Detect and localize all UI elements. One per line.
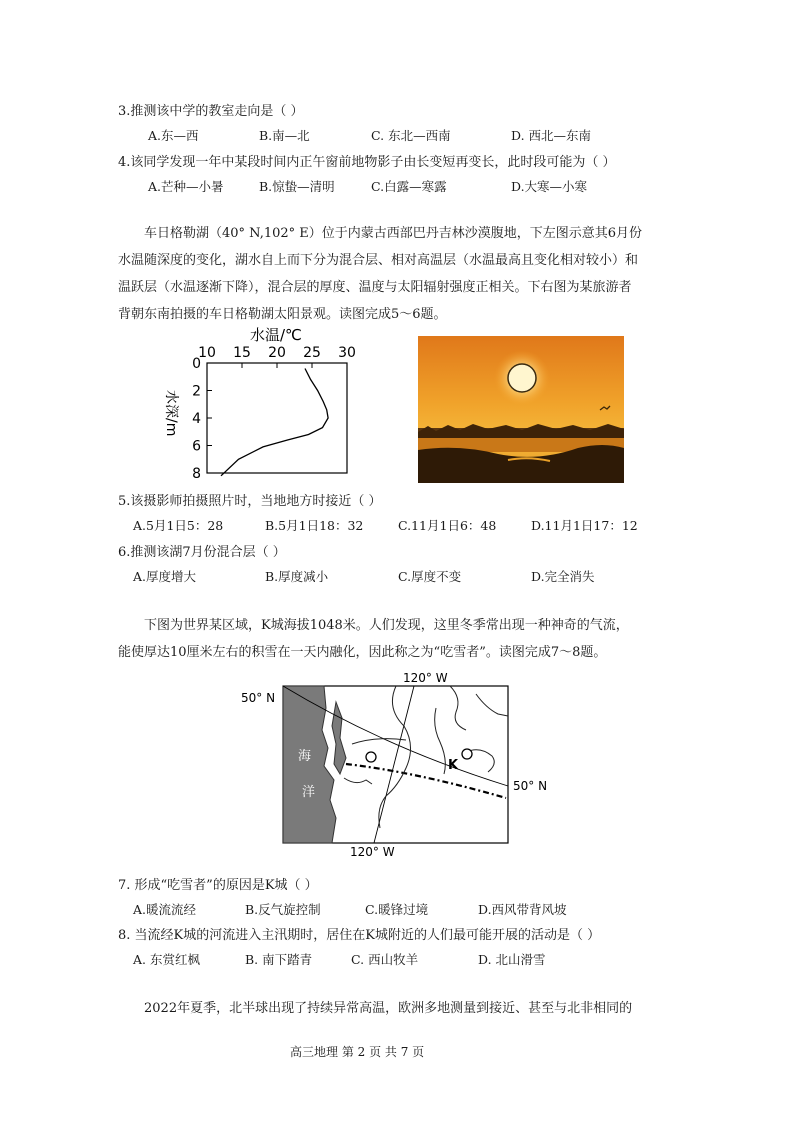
q7-option-a: A.暖流流经 [133, 902, 197, 917]
ocean-label-bottom: 洋 [302, 785, 316, 800]
city-k-label: K [448, 758, 459, 773]
passage-line: 下图为世界某区域，K城海拔1048米。人们发现，这里冬季常出现一种神奇的气流， [144, 618, 629, 633]
city-marker [366, 752, 376, 762]
city-k-marker [462, 749, 472, 759]
q3-option-d: D. 西北—东南 [511, 128, 592, 143]
q5-option-c: C.11月1日6：48 [398, 518, 497, 533]
chart-title: 水温/℃ [250, 326, 302, 344]
passage-line: 车日格勒湖（40° N,102° E）位于内蒙古西部巴丹吉林沙漠腹地，下左图示意其6月份 [144, 226, 643, 241]
q5-option-a: A.5月1日5：28 [133, 518, 224, 533]
y-axis-label: 水深/m [163, 390, 179, 437]
heat-passage [118, 995, 678, 1022]
q3-option-b: B.南—北 [259, 128, 310, 143]
sun-icon [508, 364, 536, 392]
q4-option-a: A.芒种—小暑 [148, 179, 224, 194]
q7-option-c: C.暖锋过境 [365, 902, 429, 917]
question-4-stem: 4.该同学发现一年中某段时间内正午窗前地物影子由长变短再变长，此时段可能为（ ） [118, 155, 616, 170]
q7-option-d: D.西风带背风坡 [478, 902, 567, 917]
q6-option-c: C.厚度不变 [398, 569, 462, 584]
passage-line: 能使厚达10厘米左右的积雪在一天内融化，因此称之为“吃雪者”。读图完成7～8题。 [118, 645, 607, 660]
q4-option-d: D.大寒—小寒 [511, 179, 588, 194]
q8-option-a: A. 东赏红枫 [133, 952, 200, 967]
x-tick-label: 30 [338, 345, 356, 361]
snow-passage [118, 612, 678, 666]
temperature-depth-curve [221, 369, 328, 476]
x-tick-label: 15 [233, 345, 251, 361]
y-tick-label: 6 [192, 438, 201, 455]
y-tick-label: 2 [192, 383, 201, 400]
q4-option-c: C.白露—寒露 [371, 179, 447, 194]
water-temperature-chart [155, 320, 365, 485]
right-latitude-label: 50° N [513, 779, 548, 793]
page-footer: 高三地理 第 2 页 共 7 页 [290, 1045, 425, 1059]
x-tick-label: 20 [268, 345, 286, 361]
y-tick-label: 8 [192, 466, 201, 482]
lake-passage [118, 220, 678, 328]
q6-option-d: D.完全消失 [531, 569, 595, 584]
question-3-stem: 3.推测该中学的教室走向是（ ） [118, 104, 304, 119]
q3-option-c: C. 东北—西南 [371, 128, 451, 143]
question-5-stem: 5.该摄影师拍摄照片时，当地地方时接近（ ） [118, 494, 382, 509]
region-map [236, 668, 556, 863]
bottom-longitude-label: 120° W [350, 845, 395, 859]
q4-option-b: B.惊蛰—清明 [259, 179, 335, 194]
chart-frame [207, 363, 347, 473]
x-tick-label: 10 [198, 345, 216, 361]
question-7-stem: 7. 形成“吃雪者”的原因是K城（ ） [118, 878, 318, 893]
q8-option-b: B. 南下踏青 [245, 952, 313, 967]
q3-option-a: A.东—西 [148, 128, 199, 143]
q8-option-d: D. 北山滑雪 [478, 952, 546, 967]
passage-line: 温跃层（水温逐渐下降），混合层的厚度、温度与太阳辐射强度正相关。下右图为某旅游者 [118, 280, 632, 295]
x-tick-label: 25 [303, 345, 321, 361]
question-6-stem: 6.推测该湖7月份混合层（ ） [118, 545, 286, 560]
q7-option-b: B.反气旋控制 [245, 902, 321, 917]
y-tick-label: 0 [192, 356, 201, 372]
passage-line: 水温随深度的变化，湖水自上而下分为混合层、相对高温层（水温最高且变化相对较小）和 [118, 253, 639, 268]
q6-option-b: B.厚度减小 [265, 569, 329, 584]
y-tick-label: 4 [192, 411, 201, 427]
q5-option-b: B.5月1日18：32 [265, 518, 364, 533]
top-longitude-label: 120° W [403, 671, 448, 685]
passage-line: 2022年夏季，北半球出现了持续异常高温，欧洲多地测量到接近、甚至与北非相同的 [144, 1001, 633, 1016]
q5-option-d: D.11月1日17：12 [531, 518, 638, 533]
question-8-stem: 8. 当流经K城的河流进入主汛期时，居住在K城附近的人们最可能开展的活动是（ ） [118, 928, 601, 943]
left-latitude-label: 50° N [241, 691, 276, 705]
passage-line: 背朝东南拍摄的车日格勒湖太阳景观。读图完成5～6题。 [118, 307, 447, 322]
ocean-label-top: 海 [298, 749, 312, 764]
sunset-lake-photo [418, 336, 624, 483]
q8-option-c: C. 西山牧羊 [351, 952, 419, 967]
q6-option-a: A.厚度增大 [133, 569, 197, 584]
